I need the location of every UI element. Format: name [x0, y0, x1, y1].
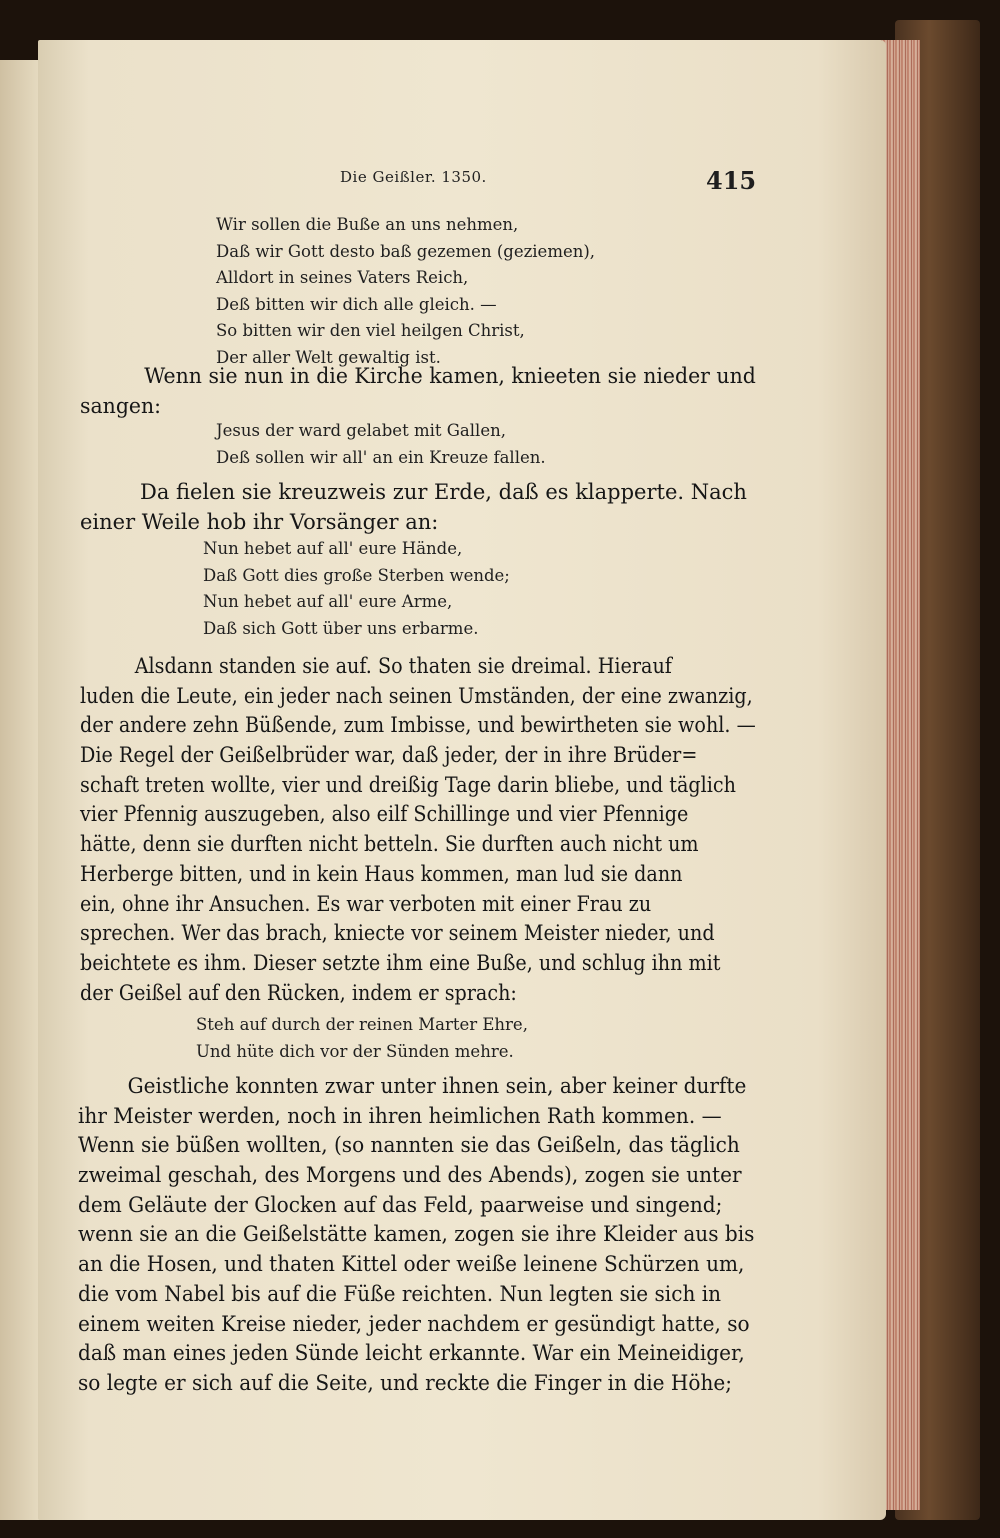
text-line: der andere zehn Büßende, zum Imbisse, und bewirtheten sie wohl. —	[80, 713, 756, 738]
paragraph	[80, 362, 775, 421]
text-line: der Geißel auf den Rücken, indem er sprach:	[80, 980, 517, 1005]
text-line: Da fielen sie kreuzweis zur Erde, daß es klapperte. Nach	[140, 480, 747, 504]
left-page-edge	[0, 60, 40, 1520]
running-head: Die Geißler. 1350.	[340, 168, 487, 186]
text-line: an die Hosen, und thaten Kittel oder weiße leinene Schürzen um,	[78, 1252, 745, 1277]
verse-line: Daß sich Gott über uns erbarme.	[203, 618, 479, 638]
text-line: vier Pfennig auszugeben, also eilf Schillinge und vier Pfennige	[80, 802, 689, 827]
verse-line: Deß sollen wir all' an ein Kreuze fallen.	[216, 447, 546, 467]
verse-line: Daß Gott dies große Sterben wende;	[203, 565, 510, 585]
verse-block	[203, 536, 510, 642]
verse-line: Deß bitten wir dich alle gleich. —	[216, 294, 497, 314]
verse-line: Alldort in seines Vaters Reich,	[216, 268, 469, 287]
text-line: Die Regel der Geißelbrüder war, daß jeder, der in ihre Brüder=	[80, 743, 698, 768]
text-line: Alsdann standen sie auf. So thaten sie dreimal. Hierauf	[134, 654, 672, 678]
text-line: sangen:	[80, 393, 162, 418]
verse-line: Daß wir Gott desto baß gezemen (geziemen),	[216, 241, 596, 261]
text-line: wenn sie an die Geißelstätte kamen, zogen sie ihre Kleider aus bis	[78, 1222, 755, 1247]
verse-block	[216, 212, 595, 371]
verse-line: Steh auf durch der reinen Marter Ehre,	[196, 1015, 528, 1034]
text-line: die vom Nabel bis auf die Füße reichten. Nun legten sie sich in	[78, 1281, 722, 1306]
text-line: ein, ohne ihr Ansuchen. Es war verboten mit einer Frau zu	[80, 891, 652, 916]
verse-block	[216, 418, 546, 471]
paragraph	[80, 478, 747, 537]
verse-line: Wir sollen die Buße an uns nehmen,	[216, 215, 519, 234]
verse-line: So bitten wir den viel heilgen Christ,	[216, 321, 525, 340]
text-line: einem weiten Kreise nieder, jeder nachdem er gesündigt hatte, so	[78, 1311, 750, 1336]
verse-line: Jesus der ward gelabet mit Gallen,	[216, 421, 506, 440]
text-line: einer Weile hob ihr Vorsänger an:	[80, 509, 439, 534]
text-line: Wenn sie nun in die Kirche kamen, knieeten sie nieder und	[144, 364, 756, 388]
paragraph	[80, 652, 821, 1008]
verse-line: Der aller Welt gewaltig ist.	[216, 347, 441, 367]
verse-line: Nun hebet auf all' eure Arme,	[203, 592, 453, 611]
verse-block	[196, 1012, 528, 1065]
text-line: Herberge bitten, und in kein Haus kommen, man lud sie dann	[80, 861, 683, 886]
verse-line: Und hüte dich vor der Sünden mehre.	[196, 1041, 514, 1061]
text-line: sprechen. Wer das brach, kniecte vor seinem Meister nieder, und	[80, 921, 715, 946]
text-line: beichtete es ihm. Dieser setzte ihm eine Buße, und schlug ihn mit	[80, 950, 721, 975]
page-number: 415	[706, 166, 757, 195]
text-line: schaft treten wollte, vier und dreißig Tage darin bliebe, und täglich	[80, 772, 736, 797]
text-line: hätte, denn sie durften nicht betteln. Sie durften auch nicht um	[80, 832, 699, 857]
text-line: Wenn sie büßen wollten, (so nannten sie das Geißeln, das täglich	[78, 1133, 740, 1158]
text-line: daß man eines jeden Sünde leicht erkannte. War ein Meineidiger,	[78, 1341, 745, 1366]
verse-line: Nun hebet auf all' eure Hände,	[203, 539, 463, 558]
text-line: luden die Leute, ein jeder nach seinen Umständen, der eine zwanzig,	[80, 683, 753, 708]
paragraph	[78, 1072, 786, 1399]
text-line: dem Geläute der Glocken auf das Feld, paarweise und singend;	[78, 1192, 723, 1217]
text-line: so legte er sich auf die Seite, und reckte die Finger in die Höhe;	[78, 1370, 732, 1395]
text-line: Geistliche konnten zwar unter ihnen sein, aber keiner durfte	[127, 1074, 747, 1098]
text-line: zweimal geschah, des Morgens und des Abends), zogen sie unter	[78, 1163, 742, 1188]
text-line: ihr Meister werden, noch in ihren heimlichen Rath kommen. —	[78, 1103, 722, 1128]
